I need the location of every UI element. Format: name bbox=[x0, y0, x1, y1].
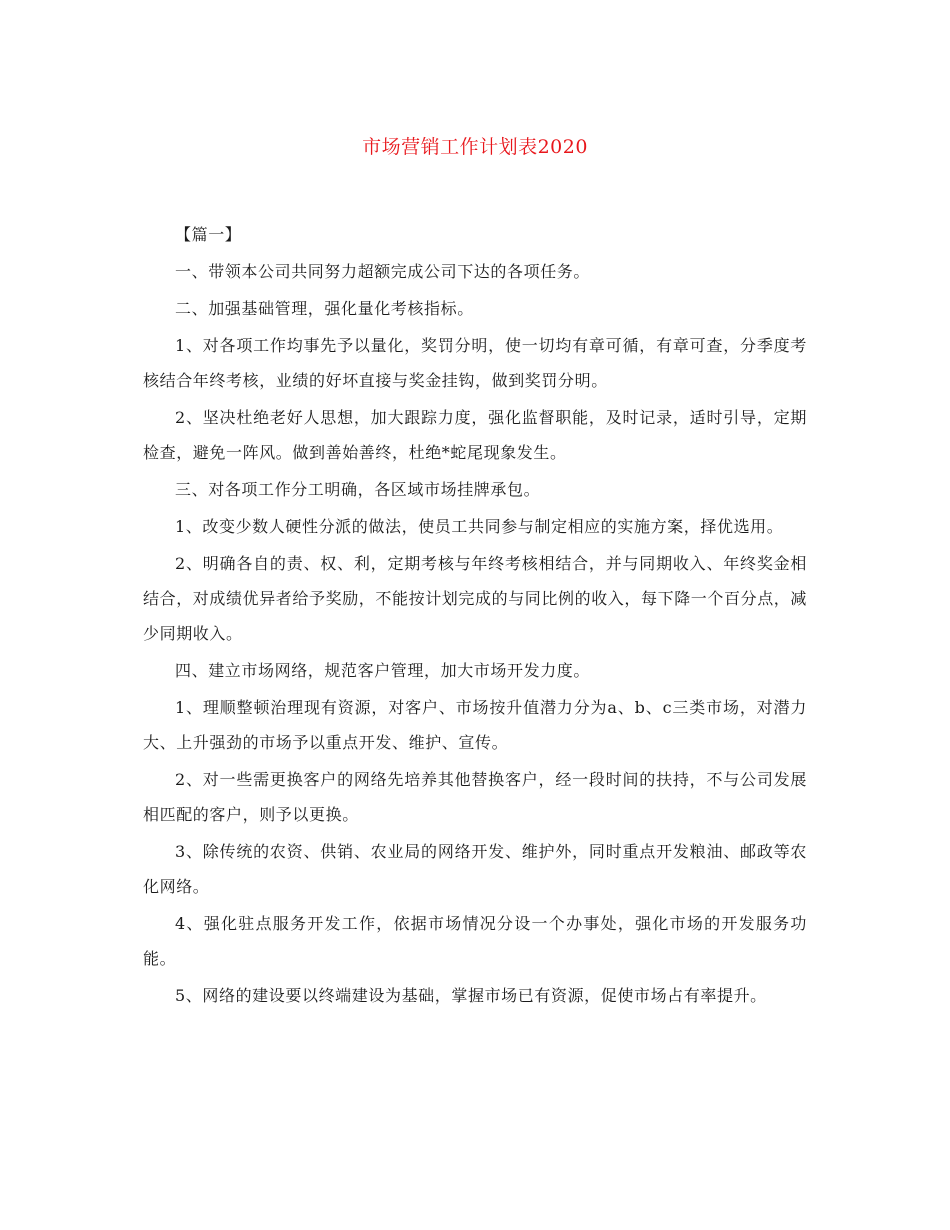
document-body bbox=[143, 217, 807, 1015]
paragraph-office-service: 4、强化驻点服务开发工作，依据市场情况分设一个办事处，强化市场的开发服务功能。 bbox=[143, 914, 807, 968]
paragraph-goal-complete-tasks: 一、带领本公司共同努力超额完成公司下达的各项任务。 bbox=[175, 262, 591, 281]
paragraph-strengthen-management: 二、加强基础管理，强化量化考核指标。 bbox=[175, 299, 474, 318]
paragraph-division-of-work: 三、对各项工作分工明确，各区域市场挂牌承包。 bbox=[175, 480, 541, 499]
paragraph-responsibility-rewards: 2、明确各自的责、权、利，定期考核与年终考核相结合，并与同期收入、年终奖金相结合，对成绩优异者给予奖励，不能按计划完成的与同比例的收入，每下降一个百分点，减少同期收入。 bbox=[143, 554, 808, 643]
paragraph-tracking-supervision: 2、坚决杜绝老好人思想，加大跟踪力度，强化监督职能，及时记录，适时引导，定期检查，避免一阵风。做到善始善终，杜绝*蛇尾现象发生。 bbox=[143, 408, 807, 462]
document-title: 市场营销工作计划表2020 bbox=[362, 136, 588, 158]
paragraph-terminal-construction: 5、网络的建设要以终端建设为基础，掌握市场已有资源，促使市场占有率提升。 bbox=[175, 986, 767, 1005]
paragraph-employee-participation: 1、改变少数人硬性分派的做法，使员工共同参与制定相应的实施方案，择优选用。 bbox=[175, 517, 784, 536]
paragraph-network-development: 3、除传统的农资、供销、农业局的网络开发、维护外，同时重点开发粮油、邮政等农化网络。 bbox=[143, 842, 807, 896]
paragraph-market-network: 四、建立市场网络，规范客户管理，加大市场开发力度。 bbox=[175, 661, 591, 680]
paragraph-customer-replacement: 2、对一些需更换客户的网络先培养其他替换客户，经一段时间的扶持，不与公司发展相匹配的客户，则予以更换。 bbox=[143, 770, 807, 824]
section-heading-part-one: 【篇一】 bbox=[175, 225, 242, 244]
paragraph-resource-classification: 1、理顺整顿治理现有资源，对客户、市场按升值潜力分为a、b、c三类市场，对潜力大、上升强劲的市场予以重点开发、维护、宣传。 bbox=[143, 698, 807, 752]
paragraph-quantify-work: 1、对各项工作均事先予以量化，奖罚分明，使一切均有章可循，有章可查，分季度考核结合年终考核，业绩的好坏直接与奖金挂钩，做到奖罚分明。 bbox=[143, 336, 807, 390]
